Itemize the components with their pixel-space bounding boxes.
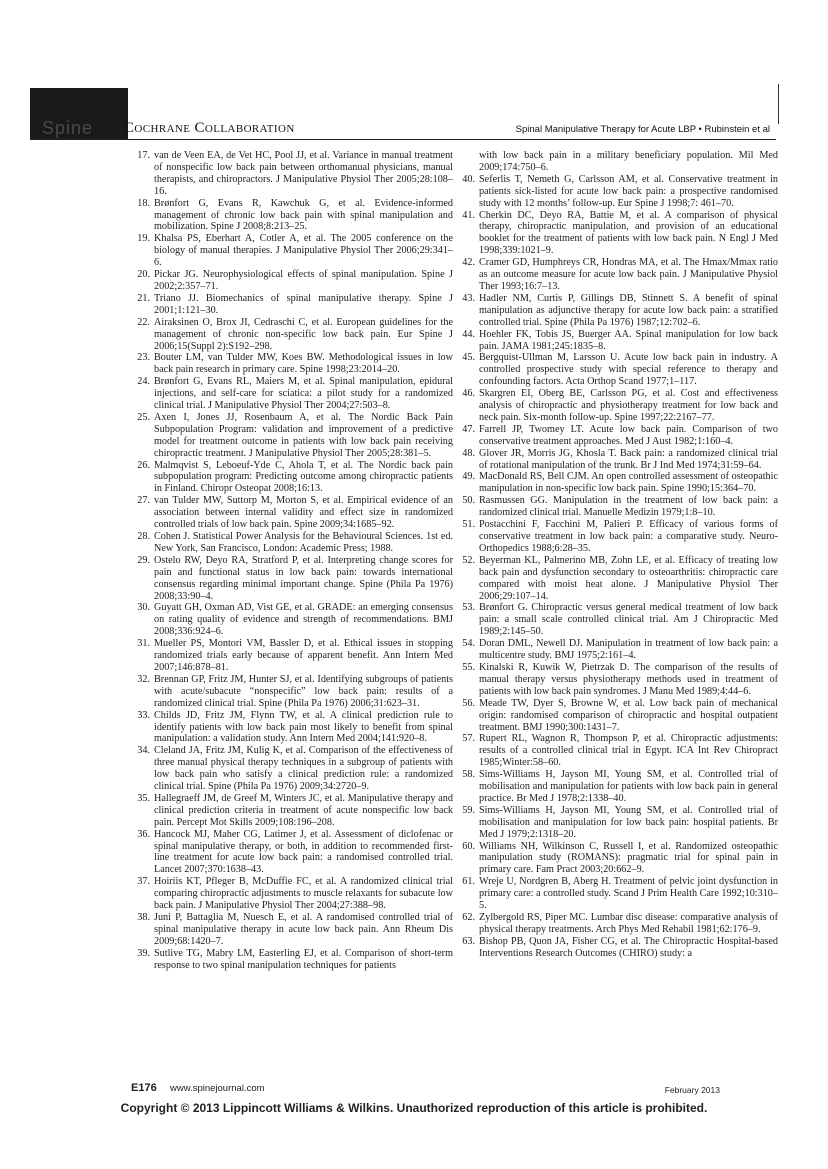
margin-bar bbox=[778, 84, 779, 124]
reference-number: 46. bbox=[462, 388, 475, 400]
reference-text: Postacchini F, Facchini M, Palieri P. Efficacy of various forms of conservative treatment in low back pain: a comparative study. Neuro-Orthopedics 1988;6:28–35. bbox=[479, 519, 778, 554]
reference-number: 33. bbox=[137, 709, 150, 721]
reference-item bbox=[456, 769, 778, 805]
reference-item bbox=[456, 733, 778, 769]
reference-number: 57. bbox=[462, 733, 475, 745]
reference-text: Malmqvist S, Leboeuf-Yde C, Ahola T, et al. The Nordic back pain subpopulation program: Predicting outcome among chiropractic patients in Finland. Chiropr Osteopat 2008;16:13. bbox=[154, 459, 453, 495]
reference-number: 61. bbox=[462, 876, 475, 888]
reference-number: 59. bbox=[462, 804, 475, 816]
header-rule bbox=[30, 139, 776, 140]
reference-item bbox=[456, 805, 778, 841]
reference-text: Guyatt GH, Oxman AD, Vist GE, et al. GRADE: an emerging consensus on rating quality of evidence and strength of recommendations. BMJ 2008;336:924–6. bbox=[154, 602, 453, 638]
reference-number: 48. bbox=[462, 447, 475, 459]
reference-text: Mueller PS, Montori VM, Bassler D, et al. Ethical issues in stopping randomized trials early because of apparent benefit. Ann Intern Med 2007;146:878–81. bbox=[154, 638, 453, 673]
reference-item bbox=[131, 376, 453, 412]
reference-text: Beyerman KL, Palmerino MB, Zohn LE, et al. Efficacy of treating low back pain and dysfunction secondary to osteoarthritis: chiropractic care compared with moist heat alone. J Manipulative Physiol Ther 2006;29:107–14. bbox=[479, 554, 778, 602]
reference-text: Rupert RL, Wagnon R, Thompson P, et al. Chiropractic adjustments: results of a controlled clinical trial in Egypt. ICA Int Rev Chiropract 1985;Winter:58–60. bbox=[479, 733, 778, 769]
copyright-notice: Copyright © 2013 Lippincott Williams & Wilkins. Unauthorized reproduction of this article is prohibited. bbox=[120, 1101, 708, 1115]
reference-item bbox=[456, 519, 778, 555]
reference-item bbox=[456, 936, 778, 960]
reference-item bbox=[456, 638, 778, 662]
reference-text: Pickar JG. Neurophysiological effects of spinal manipulation. Spine J 2002;2:357–71. bbox=[154, 269, 453, 292]
reference-number: 40. bbox=[462, 173, 475, 185]
reference-number: 31. bbox=[137, 638, 150, 650]
reference-item bbox=[456, 602, 778, 638]
reference-number: 50. bbox=[462, 495, 475, 507]
reference-item bbox=[131, 912, 453, 948]
reference-text: Ostelo RW, Deyo RA, Stratford P, et al. Interpreting change scores for pain and functional status in low back pain: towards international consensus regarding minimal important change. Spine (Phila Pa 1976) 2008;33:90–4. bbox=[154, 554, 453, 602]
reference-text: Williams NH, Wilkinson C, Russell I, et al. Randomized osteopathic manipulation study (ROMANS): pragmatic trial for spinal pain in primary care. Fam Pract 2003;20:662–9. bbox=[479, 840, 778, 876]
reference-text: Khalsa PS, Eberhart A, Cotler A, et al. The 2005 conference on the biology of manual therapies. J Manipulative Physiol Ther 2006;29:341–6. bbox=[154, 233, 453, 269]
reference-text: Hancock MJ, Maher CG, Latimer J, et al. Assessment of diclofenac or spinal manipulative therapy, or both, in addition to recommended first-line treatment for acute low back pain: a randomised controlled trial. Lancet 2007;370:1638–43. bbox=[154, 828, 453, 876]
reference-number: 35. bbox=[137, 792, 150, 804]
reference-number: 20. bbox=[137, 269, 150, 281]
reference-number: 60. bbox=[462, 840, 475, 852]
reference-number: 58. bbox=[462, 769, 475, 781]
reference-item bbox=[456, 841, 778, 877]
reference-item bbox=[456, 912, 778, 936]
reference-number: 32. bbox=[137, 673, 150, 685]
reference-number: 22. bbox=[137, 316, 150, 328]
reference-text: Cohen J. Statistical Power Analysis for the Behavioural Sciences. 1st ed. New York, San Francisco, London: Academic Press; 1988. bbox=[154, 531, 453, 554]
references-right-column bbox=[456, 150, 778, 960]
reference-item bbox=[456, 352, 778, 388]
reference-item bbox=[131, 269, 453, 293]
reference-text: Brønfort G, Evans RL, Maiers M, et al. Spinal manipulation, epidural injections, and self-care for sciatica: a pilot study for a randomized clinical trial. J Manipulative Physiol Ther 2004;27:503–8. bbox=[154, 376, 453, 412]
reference-text: Glover JR, Morris JG, Khosla T. Back pain: a randomized clinical trial of rotational manipulation of the trunk. Br J Ind Med 1974;31:59–64. bbox=[479, 447, 778, 471]
reference-text: Hoehler FK, Tobis JS, Buerger AA. Spinal manipulation for low back pain. JAMA 1981;245:1835–8. bbox=[479, 328, 778, 352]
reference-number: 47. bbox=[462, 423, 475, 435]
reference-text: MacDonald RS, Bell CJM. An open controlled assessment of osteopathic manipulation in non-specific low back pain. Spine 1990;15:364–70. bbox=[479, 471, 778, 495]
reference-text: Cleland JA, Fritz JM, Kulig K, et al. Comparison of the effectiveness of three manual physical therapy techniques in a subgroup of patients with low back pain who satisfy a clinical prediction rule: a randomized clinical trial. Spine (Phila Pa 1976) 2009;34:2720–9. bbox=[154, 745, 453, 793]
reference-text: Bergquist-Ullman M, Larsson U. Acute low back pain in industry. A controlled prospective study with special reference to therapy and confounding factors. Acta Orthop Scand 1977;1–117. bbox=[479, 352, 778, 388]
reference-text: van Tulder MW, Suttorp M, Morton S, et al. Empirical evidence of an association between internal validity and effect size in randomized controlled trials of low back pain. Spine 2009;34:1685–92. bbox=[154, 495, 453, 531]
reference-number: 63. bbox=[462, 935, 475, 947]
reference-number: 18. bbox=[137, 197, 150, 209]
reference-text: Skargren EI, Oberg BE, Carlsson PG, et al. Cost and effectiveness analysis of chiropractic and physiotherapy treatment for low back and neck pain. Six-month follow-up. Spine 1997;22:2167–77. bbox=[479, 388, 778, 423]
references-left-column bbox=[131, 150, 453, 972]
reference-number: 30. bbox=[137, 602, 150, 614]
reference-text: Farrell JP, Twomey LT. Acute low back pain. Comparison of two conservative treatment approaches. Med J Aust 1982;1:160–4. bbox=[479, 423, 778, 447]
journal-website[interactable]: www.spinejournal.com bbox=[170, 1083, 265, 1094]
reference-item bbox=[131, 233, 453, 269]
reference-item bbox=[456, 471, 778, 495]
reference-item bbox=[131, 710, 453, 746]
reference-text: Doran DML, Newell DJ. Manipulation in treatment of low back pain: a multicentre study. BMJ 1975;2:161–4. bbox=[479, 638, 778, 662]
reference-text: Rasmussen GG. Manipulation in the treatment of low back pain: a randomized clinical trial. Manuelle Medizin 1979;1:8–10. bbox=[479, 495, 778, 519]
reference-number: 17. bbox=[137, 150, 150, 161]
reference-text: Hallegraeff JM, de Greef M, Winters JC, et al. Manipulative therapy and clinical prediction criteria in treatment of acute nonspecific low back pain. Percept Mot Skills 2009;108:196–208. bbox=[154, 792, 453, 828]
reference-item bbox=[456, 495, 778, 519]
reference-text: Brønfort G. Chiropractic versus general medical treatment of low back pain: a small scale controlled clinical trial. Am J Chiropractic Med 1989;2:145–50. bbox=[479, 602, 778, 638]
reference-number: 25. bbox=[137, 411, 150, 423]
page-number: E176 bbox=[131, 1082, 157, 1094]
reference-number: 43. bbox=[462, 292, 475, 304]
reference-number: 51. bbox=[462, 519, 475, 531]
reference-number: 23. bbox=[137, 352, 150, 364]
reference-item bbox=[131, 793, 453, 829]
reference-text: Sims-Williams H, Jayson MI, Young SM, et al. Controlled trial of mobilisation and manipulation for patients with low back pain in general practice. Br Med J 1978;2:1338–40. bbox=[479, 769, 778, 804]
reference-number: 53. bbox=[462, 602, 475, 614]
reference-text: Childs JD, Fritz JM, Flynn TW, et al. A clinical prediction rule to identify patients with low back pain most likely to benefit from spinal manipulation: a validation study. Ann Intern Med 2004;141:920–8. bbox=[154, 709, 453, 745]
reference-text: Seferlis T, Nemeth G, Carlsson AM, et al. Conservative treatment in patients sick-listed for acute low back pain: a prospective randomised study with 12 months’ follow-up. Eur Spine J 1998;7: 461–70. bbox=[479, 173, 778, 209]
reference-text: Sims-Williams H, Jayson MI, Young SM, et al. Controlled trial of mobilisation and manipulation for low back pain: hospital patients. Br Med J 1979;2:1318–20. bbox=[479, 804, 778, 840]
reference-item bbox=[131, 412, 453, 460]
reference-item bbox=[131, 948, 453, 972]
running-head: Spinal Manipulative Therapy for Acute LBP • Rubinstein et al bbox=[515, 124, 770, 135]
reference-item bbox=[456, 424, 778, 448]
reference-item bbox=[131, 531, 453, 555]
reference-text: Triano JJ. Biomechanics of spinal manipulative therapy. Spine J 2001;1:121–30. bbox=[154, 292, 453, 316]
reference-number: 26. bbox=[137, 459, 150, 471]
reference-item bbox=[456, 662, 778, 698]
reference-number: 27. bbox=[137, 495, 150, 507]
reference-item bbox=[131, 829, 453, 877]
reference-number: 62. bbox=[462, 912, 475, 923]
reference-number: 34. bbox=[137, 745, 150, 757]
reference-item bbox=[131, 198, 453, 234]
reference-item bbox=[456, 329, 778, 353]
reference-item bbox=[131, 602, 453, 638]
reference-text: Brennan GP, Fritz JM, Hunter SJ, et al. Identifying subgroups of patients with acute/subacute “nonspecific” low back pain: results of a randomized clinical trial. Spine (Phila Pa 1976) 2006;31:623–31. bbox=[154, 673, 453, 709]
reference-item bbox=[131, 352, 453, 376]
reference-item bbox=[456, 698, 778, 734]
reference-item bbox=[131, 460, 453, 496]
reference-item bbox=[131, 555, 453, 603]
reference-number: 44. bbox=[462, 328, 475, 340]
reference-item bbox=[131, 876, 453, 912]
reference-number: 36. bbox=[137, 828, 150, 840]
reference-text: Juni P, Battaglia M, Nuesch E, et al. A randomised controlled trial of spinal manipulative therapy in acute low back pain. Ann Rheum Dis 2009;68:1420–7. bbox=[154, 912, 453, 947]
reference-number: 49. bbox=[462, 471, 475, 483]
reference-number: 52. bbox=[462, 554, 475, 566]
reference-item bbox=[456, 174, 778, 210]
reference-item bbox=[456, 876, 778, 912]
reference-number: 19. bbox=[137, 233, 150, 245]
reference-text: Hadler NM, Curtis P, Gillings DB, Stinnett S. A benefit of spinal manipulation as adjunctive therapy for acute low back pain: a stratified controlled trial. Spine (Phila Pa 1976) 1987;12:702–6. bbox=[479, 292, 778, 328]
reference-number: 54. bbox=[462, 638, 475, 650]
reference-item bbox=[456, 293, 778, 329]
reference-text: Kinalski R, Kuwik W, Pietrzak D. The comparison of the results of manual therapy versus physiotherapy methods used in treatment of patients with low back pain syndromes. J Manu Med 1989;4:44–6. bbox=[479, 661, 778, 697]
reference-text: Brønfort G, Evans R, Kawchuk G, et al. Evidence-informed management of chronic low back pain with spinal manipulation and mobilization. Spine J 2008;8:213–25. bbox=[154, 197, 453, 233]
reference-number: 56. bbox=[462, 697, 475, 709]
reference-text: Zylbergold RS, Piper MC. Lumbar disc disease: comparative analysis of physical therapy treatments. Arch Phys Med Rehabil 1981;62:176–9. bbox=[479, 912, 778, 935]
journal-logo: Spine bbox=[42, 118, 94, 138]
reference-item bbox=[456, 210, 778, 258]
reference-text: Sutlive TG, Mabry LM, Easterling EJ, et al. Comparison of short-term response to two spinal manipulation techniques for patients bbox=[154, 947, 453, 971]
reference-text: Axen I, Jones JJ, Rosenbaum A, et al. The Nordic Back Pain Subpopulation Program: validation and improvement of a predictive model for treatment outcome in patients with low back pain receiving chiropractic treatment. J Manipulative Physiol Ther 2005;28:381–5. bbox=[154, 411, 453, 459]
reference-number: 38. bbox=[137, 912, 150, 923]
reference-text: Cramer GD, Humphreys CR, Hondras MA, et al. The Hmax/Mmax ratio as an outcome measure for acute low back pain. J Manipulative Physiol Ther 1993;16:7–13. bbox=[479, 257, 778, 292]
reference-number: 28. bbox=[137, 531, 150, 542]
reference-text: Bouter LM, van Tulder MW, Koes BW. Methodological issues in low back pain research in primary care. Spine 1998;23:2014–20. bbox=[154, 352, 453, 376]
reference-text: van de Veen EA, de Vet HC, Pool JJ, et al. Variance in manual treatment of nonspecific low back pain between orthomanual physicians, manual therapists, and chiropractors. J Manipulative Physiol Ther 2005;28:108–16. bbox=[154, 150, 453, 197]
reference-item bbox=[131, 638, 453, 674]
reference-number: 24. bbox=[137, 376, 150, 388]
reference-text: Wreje U, Nordgren B, Aberg H. Treatment of pelvic joint dysfunction in primary care: a controlled study. Scand J Prim Health Care 1992;10:310–5. bbox=[479, 876, 778, 912]
reference-continuation: with low back pain in a military beneficiary population. Mil Med 2009;174:750–6. bbox=[479, 150, 778, 173]
reference-number: 42. bbox=[462, 257, 475, 269]
reference-text: Meade TW, Dyer S, Browne W, et al. Low back pain of mechanical origin: randomised comparison of chiropractic and hospital outpatient treatment. BMJ 1990;300:1431–7. bbox=[479, 697, 778, 733]
reference-text: Airaksinen O, Brox JI, Cedraschi C, et al. European guidelines for the management of chronic non-specific low back pain. Eur Spine J 2006;15(Suppl 2):S192–298. bbox=[154, 316, 453, 352]
reference-item bbox=[456, 388, 778, 424]
reference-text: Hoiriis KT, Pfleger B, McDuffie FC, et al. A randomized clinical trial comparing chiropractic adjustments to muscle relaxants for subacute low back pain. J Manipulative Physiol Ther 2004;27:388–98. bbox=[154, 876, 453, 912]
reference-item bbox=[456, 257, 778, 293]
reference-item bbox=[131, 150, 453, 198]
reference-item bbox=[456, 555, 778, 603]
reference-item bbox=[131, 745, 453, 793]
reference-item bbox=[131, 317, 453, 353]
section-title: Cochrane Collaboration bbox=[124, 120, 295, 136]
reference-number: 45. bbox=[462, 352, 475, 364]
reference-text: Cherkin DC, Deyo RA, Battie M, et al. A comparison of physical therapy, chiropractic manipulation, and provision of an educational booklet for the treatment of patients with low back pain. N Engl J Med 1998;339:1021–9. bbox=[479, 209, 778, 257]
reference-number: 29. bbox=[137, 554, 150, 566]
reference-item bbox=[131, 293, 453, 317]
reference-item bbox=[456, 448, 778, 472]
reference-number: 39. bbox=[137, 947, 150, 959]
reference-item bbox=[131, 495, 453, 531]
issue-date: February 2013 bbox=[664, 1085, 720, 1095]
reference-number: 55. bbox=[462, 661, 475, 673]
reference-number: 21. bbox=[137, 292, 150, 304]
reference-number: 41. bbox=[462, 209, 475, 221]
reference-item bbox=[131, 674, 453, 710]
reference-number: 37. bbox=[137, 876, 150, 888]
reference-text: Bishop PB, Quon JA, Fisher CG, et al. The Chiropractic Hospital-based Interventions Research Outcomes (CHIRO) study: a bbox=[479, 935, 778, 959]
